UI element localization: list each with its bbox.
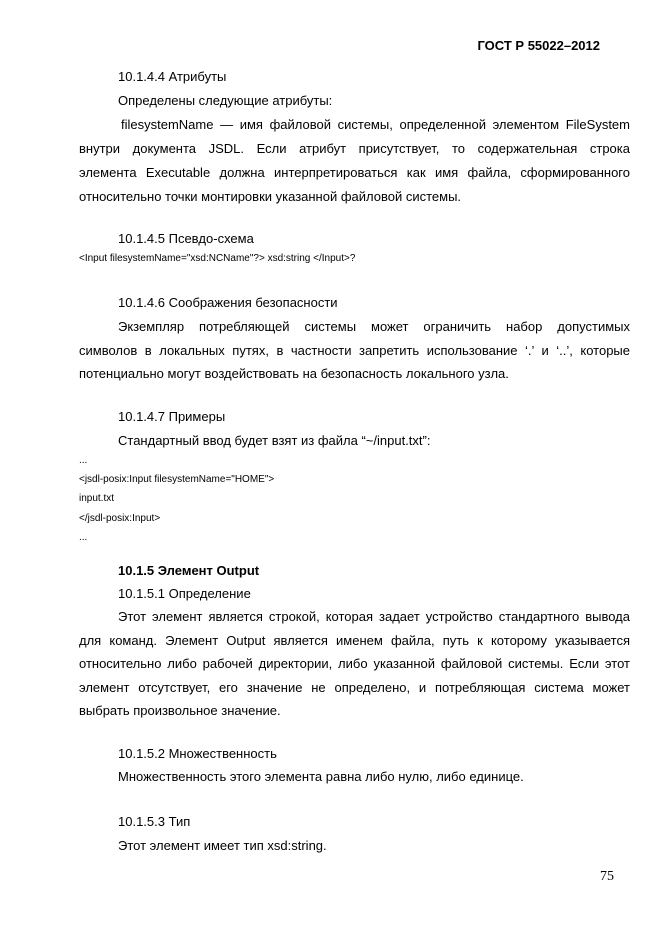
code-line: ... [79,455,88,466]
heading-10-1-5-1: 10.1.5.1 Определение [118,586,251,601]
heading-10-1-5: 10.1.5 Элемент Output [118,563,260,578]
paragraph-line: filesystemName — имя файловой системы, определенной элементом FileSystem [121,117,630,132]
document-id-header: ГОСТ Р 55022–2012 [477,38,600,53]
pseudo-schema-code: <Input filesystemName="xsd:NCName"?> xsd:string </Input>? [79,253,356,264]
paragraph-line: Экземпляр потребляющей системы может ограничить набор допустимых [118,319,630,334]
paragraph-line: внутри документа JSDL. Если атрибут присутствует, то содержательная строка [79,141,630,156]
paragraph-line: символов в локальных путях, в частности запретить использование ‘.’ и ‘..’, которые [79,343,630,358]
code-line: </jsdl-posix:Input> [79,513,161,524]
heading-10-1-4-6: 10.1.4.6 Соображения безопасности [118,295,338,310]
paragraph-line: для команд. Элемент Output является именем файла, путь к которому указывается [79,633,630,648]
paragraph-line: выбрать произвольное значение. [79,703,281,718]
paragraph-line: относительно точки монтировки указанной файловой системы. [79,189,462,204]
code-line: <jsdl-posix:Input filesystemName="HOME"> [79,474,275,485]
heading-10-1-5-3: 10.1.5.3 Тип [118,814,191,829]
heading-10-1-4-4: 10.1.4.4 Атрибуты [118,69,227,84]
page-number: 75 [600,869,614,884]
examples-intro: Стандартный ввод будет взят из файла “~/input.txt”: [118,433,431,448]
paragraph-line: относительно либо рабочей директории, либо указанной файловой системы. Если этот [79,656,630,671]
type-text: Этот элемент имеет тип xsd:string. [118,838,327,853]
paragraph-line: Этот элемент является строкой, которая задает устройство стандартного вывода [118,609,630,624]
attributes-intro: Определены следующие атрибуты: [118,93,333,108]
paragraph-line: потенциально могут воздействовать на безопасность локального узла. [79,366,509,381]
heading-10-1-4-5: 10.1.4.5 Псевдо-схема [118,231,254,246]
multiplicity-text: Множественность этого элемента равна либо нулю, либо единице. [118,769,524,784]
heading-10-1-5-2: 10.1.5.2 Множественность [118,746,277,761]
paragraph-line: элемент отсутствует, его значение не определено, и потребляющая система может [79,680,630,695]
paragraph-line: элемента Executable должна интерпретироваться как имя файла, сформированного [79,165,630,180]
code-line: input.txt [79,493,115,504]
heading-10-1-4-7: 10.1.4.7 Примеры [118,409,226,424]
code-line: ... [79,532,88,543]
